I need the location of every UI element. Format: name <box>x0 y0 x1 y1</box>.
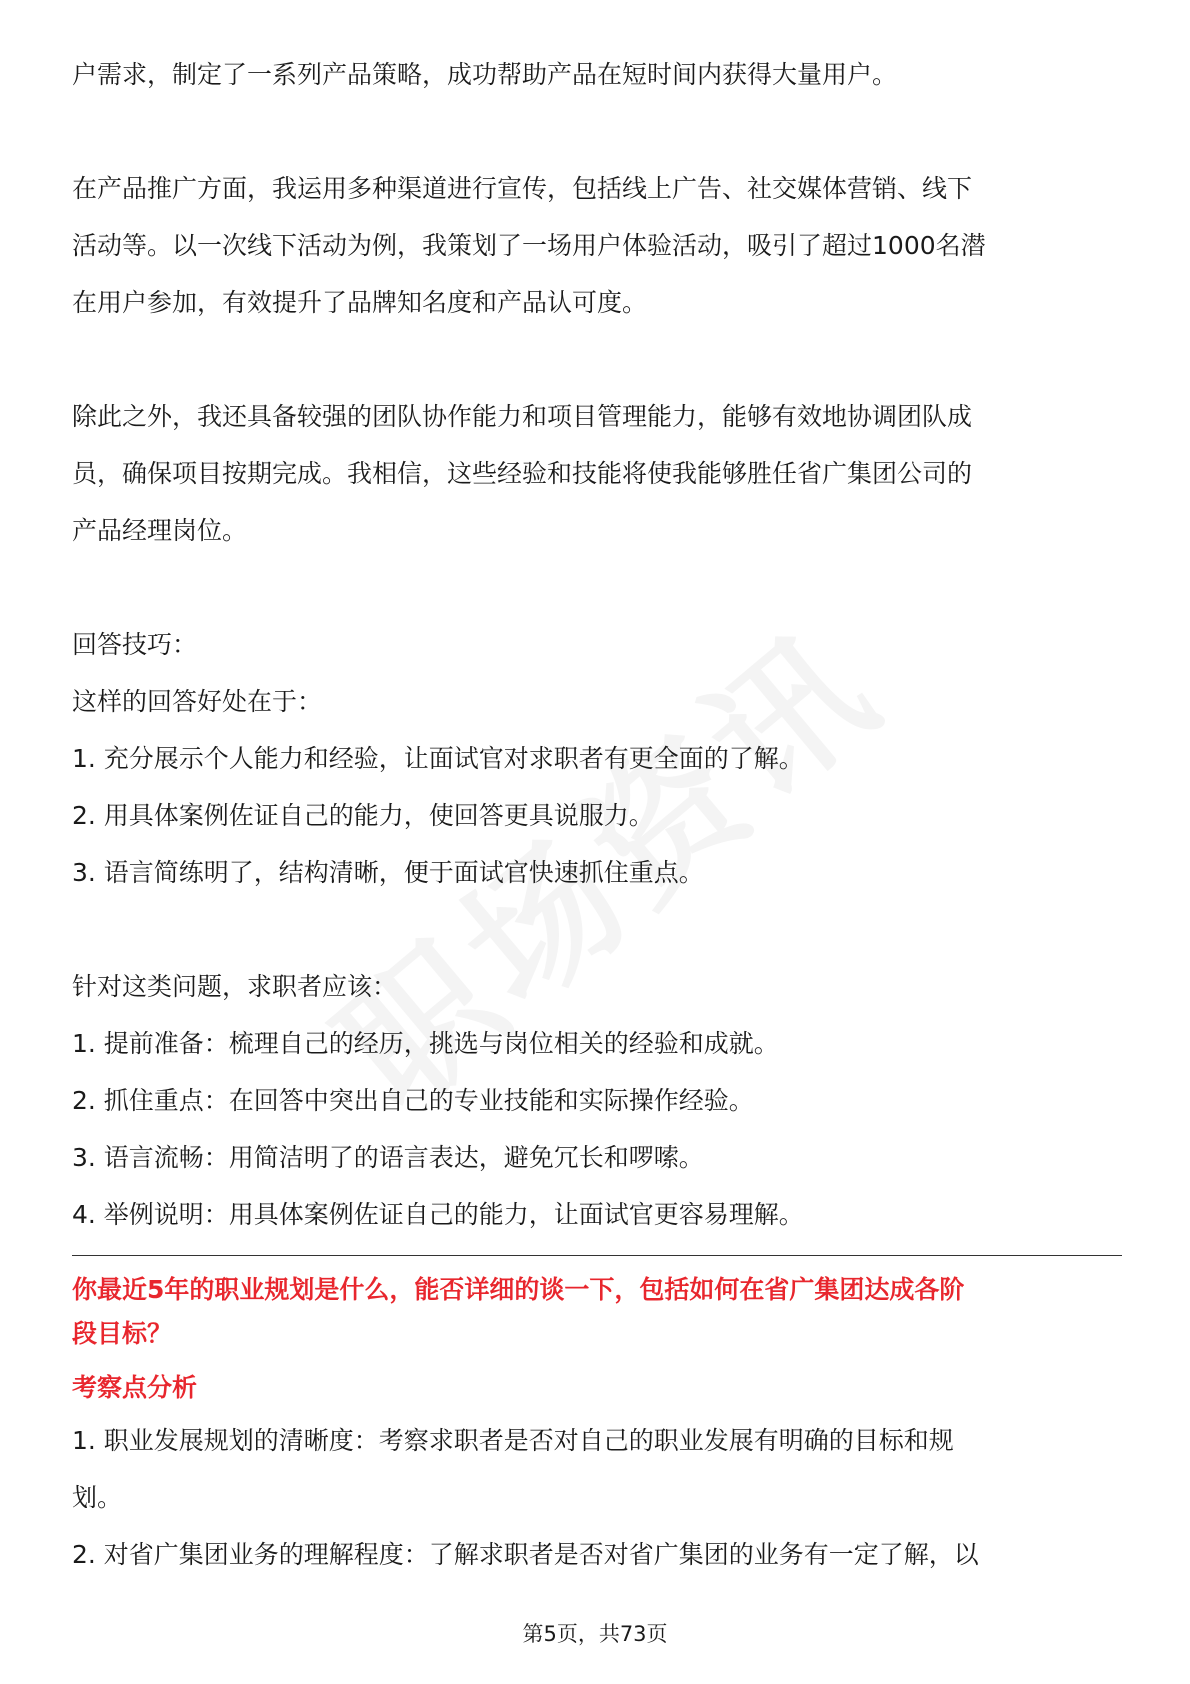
analysis-list-item: 1. 职业发展规划的清晰度：考察求职者是否对自己的职业发展有明确的目标和规 <box>72 1426 954 1455</box>
page-content <box>72 46 1122 1583</box>
analysis-list-item: 2. 对省广集团业务的理解程度：了解求职者是否对省广集团的业务有一定了解，以 <box>72 1540 979 1569</box>
question-heading-line: 段目标？ <box>72 1319 173 1348</box>
paragraph-gap <box>72 901 1122 958</box>
advice-list-item: 3. 语言流畅：用简洁明了的语言表达，避免冗长和啰嗦。 <box>72 1143 704 1172</box>
paragraph-line: 除此之外，我还具备较强的团队协作能力和项目管理能力，能够有效地协调团队成 <box>72 402 973 431</box>
paragraph-line: 活动等。以一次线下活动为例，我策划了一场用户体验活动，吸引了超过1000名潜 <box>72 231 986 260</box>
paragraph-line: 产品经理岗位。 <box>72 516 248 545</box>
advice-intro: 针对这类问题，求职者应该： <box>72 972 398 1001</box>
tips-list-item: 3. 语言简练明了，结构清晰，便于面试官快速抓住重点。 <box>72 858 704 887</box>
advice-list-item: 1. 提前准备：梳理自己的经历，挑选与岗位相关的经验和成就。 <box>72 1029 779 1058</box>
section-divider <box>72 1255 1122 1256</box>
paragraph-gap <box>72 103 1122 160</box>
tips-heading: 回答技巧： <box>72 630 198 659</box>
paragraph-gap <box>72 331 1122 388</box>
paragraph-line: 在用户参加，有效提升了品牌知名度和产品认可度。 <box>72 288 648 317</box>
tips-list-item: 1. 充分展示个人能力和经验，让面试官对求职者有更全面的了解。 <box>72 744 804 773</box>
advice-list-item: 4. 举例说明：用具体案例佐证自己的能力，让面试官更容易理解。 <box>72 1200 804 1229</box>
tips-intro: 这样的回答好处在于： <box>72 687 323 716</box>
paragraph-line: 员，确保项目按期完成。我相信，这些经验和技能将使我能够胜任省广集团公司的 <box>72 459 973 488</box>
page-number: 第5页，共73页 <box>522 1622 668 1646</box>
paragraph-line: 户需求，制定了一系列产品策略，成功帮助产品在短时间内获得大量用户。 <box>72 60 898 89</box>
analysis-list-item: 划。 <box>72 1483 123 1512</box>
tips-list-item: 2. 用具体案例佐证自己的能力，使回答更具说服力。 <box>72 801 654 830</box>
advice-list-item: 2. 抓住重点：在回答中突出自己的专业技能和实际操作经验。 <box>72 1086 754 1115</box>
paragraph-gap <box>72 559 1122 616</box>
question-heading-line: 你最近5年的职业规划是什么，能否详细的谈一下，包括如何在省广集团达成各阶 <box>72 1275 965 1304</box>
paragraph-line: 在产品推广方面，我运用多种渠道进行宣传，包括线上广告、社交媒体营销、线下 <box>72 174 973 203</box>
analysis-title: 考察点分析 <box>72 1373 198 1402</box>
